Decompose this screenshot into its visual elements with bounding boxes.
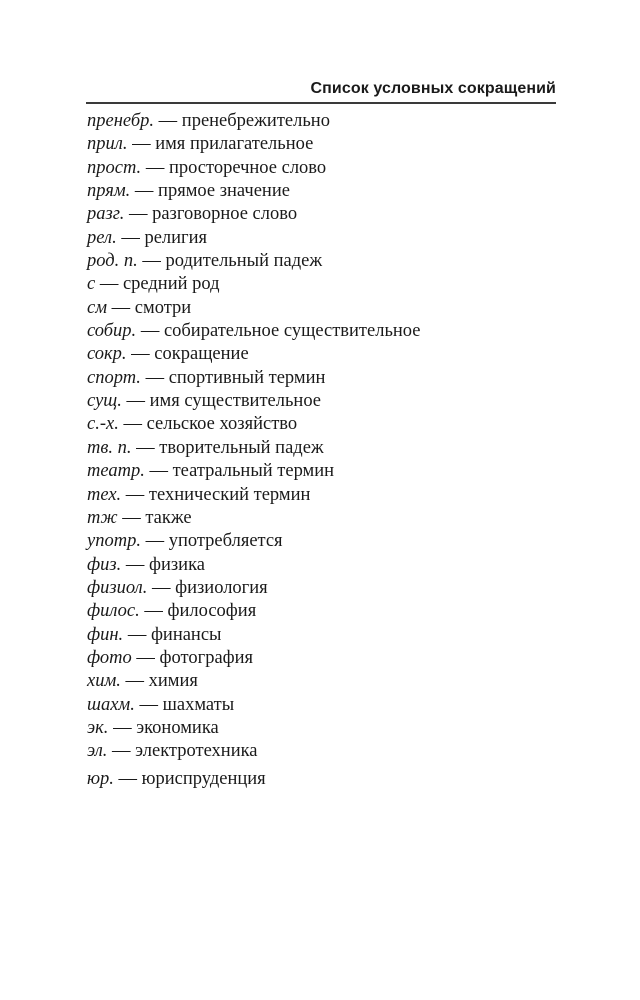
- dash-separator: —: [134, 694, 163, 715]
- abbreviation-term: собир.: [87, 321, 137, 342]
- abbreviation-meaning: разговорное слово: [152, 204, 298, 225]
- abbreviation-meaning: философия: [167, 601, 257, 622]
- abbreviation-term: театр.: [87, 461, 145, 482]
- abbreviation-term: с: [87, 274, 96, 295]
- abbreviation-entry: [87, 507, 421, 530]
- abbreviation-entry: [87, 554, 421, 577]
- abbreviation-meaning: употребляется: [168, 531, 283, 552]
- abbreviation-entry: [87, 390, 421, 413]
- abbreviation-meaning: сокращение: [154, 344, 249, 365]
- dash-separator: —: [107, 741, 136, 762]
- abbreviation-meaning: спортивный термин: [168, 367, 326, 388]
- abbreviation-entry: [87, 180, 421, 203]
- dash-separator: —: [117, 507, 146, 528]
- abbreviation-term: прил.: [87, 134, 128, 155]
- abbreviation-term: сокр.: [87, 344, 127, 365]
- abbreviation-term: шахм.: [87, 694, 135, 715]
- abbreviation-meaning: религия: [144, 227, 208, 248]
- abbreviation-entry: [87, 717, 421, 740]
- abbreviation-entry: [87, 413, 421, 436]
- abbreviation-term: хим.: [87, 671, 121, 692]
- abbreviation-term: см: [87, 297, 108, 318]
- abbreviation-term: фин.: [87, 624, 124, 645]
- abbreviation-entry: [87, 694, 421, 717]
- abbreviation-entry: [87, 203, 421, 226]
- abbreviation-meaning: также: [145, 507, 192, 528]
- abbreviation-term: юр.: [87, 768, 114, 789]
- dash-separator: —: [116, 227, 145, 248]
- abbreviation-entry: [87, 343, 421, 366]
- abbreviation-meaning: театральный термин: [172, 461, 335, 482]
- abbreviation-term: тех.: [87, 484, 122, 505]
- abbreviation-entry: [87, 768, 421, 791]
- abbreviation-term: пренебр.: [87, 111, 155, 131]
- dash-separator: —: [131, 437, 160, 458]
- dash-separator: —: [95, 274, 123, 295]
- abbreviation-term: физиол.: [87, 577, 148, 598]
- dash-separator: —: [123, 624, 151, 645]
- abbreviation-list: [87, 110, 421, 791]
- dash-separator: —: [127, 134, 156, 155]
- abbreviation-meaning: сельское хозяйство: [146, 414, 298, 435]
- abbreviation-entry: [87, 297, 421, 320]
- abbreviation-meaning: творительный падеж: [159, 437, 324, 458]
- abbreviation-meaning: средний род: [122, 274, 220, 295]
- dash-separator: —: [113, 768, 142, 789]
- dash-separator: —: [120, 671, 149, 692]
- abbreviation-term: тж: [87, 507, 118, 528]
- abbreviation-meaning: прямое значение: [158, 181, 290, 202]
- abbreviation-entry: [87, 670, 421, 693]
- dash-separator: —: [107, 297, 135, 318]
- dash-separator: —: [121, 484, 149, 505]
- abbreviation-term: прост.: [87, 157, 142, 178]
- abbreviation-entry: [87, 460, 421, 483]
- abbreviation-term: филос.: [87, 601, 140, 622]
- dash-separator: —: [108, 717, 137, 738]
- abbreviation-entry: [87, 740, 421, 763]
- abbreviation-term: эл.: [87, 741, 108, 762]
- dash-separator: —: [139, 601, 168, 622]
- abbreviation-entry: [87, 367, 421, 390]
- abbreviation-meaning: экономика: [136, 717, 219, 738]
- abbreviation-meaning: технический термин: [148, 484, 311, 505]
- dash-separator: —: [141, 157, 169, 178]
- abbreviation-meaning: химия: [148, 671, 198, 692]
- dash-separator: —: [118, 414, 147, 435]
- abbreviation-meaning: физиология: [175, 577, 268, 598]
- abbreviation-entry: [87, 647, 421, 670]
- abbreviation-entry: [87, 484, 421, 507]
- abbreviation-term: разг.: [87, 204, 125, 225]
- abbreviation-entry: [87, 437, 421, 460]
- dash-separator: —: [130, 181, 159, 202]
- abbreviation-term: прям.: [87, 181, 131, 202]
- dash-separator: —: [140, 367, 169, 388]
- abbreviation-term: употр.: [87, 531, 141, 552]
- abbreviation-meaning: имя существительное: [149, 391, 322, 412]
- abbreviation-term: с.-х.: [87, 414, 119, 435]
- abbreviation-meaning: просторечное слово: [168, 157, 327, 178]
- abbreviation-meaning: родительный падеж: [165, 251, 323, 272]
- abbreviation-meaning: юриспруденция: [141, 768, 266, 789]
- dash-separator: —: [126, 344, 155, 365]
- abbreviation-entry: [87, 273, 421, 296]
- abbreviation-entry: [87, 250, 421, 273]
- abbreviation-term: рел.: [87, 227, 117, 248]
- dash-separator: —: [147, 577, 176, 598]
- dash-separator: —: [121, 391, 150, 412]
- abbreviation-meaning: фотография: [159, 647, 254, 668]
- abbreviation-entry: [87, 157, 421, 180]
- abbreviation-entry: [87, 227, 421, 250]
- dash-separator: —: [137, 251, 166, 272]
- abbreviation-meaning: смотри: [134, 297, 192, 318]
- abbreviation-meaning: имя прилагательное: [155, 134, 314, 155]
- dash-separator: —: [154, 111, 182, 131]
- running-header-title: Список условных сокращений: [310, 80, 556, 97]
- header-rule: [86, 102, 556, 104]
- abbreviation-term: род. п.: [87, 251, 138, 272]
- dash-separator: —: [140, 531, 169, 552]
- abbreviation-meaning: физика: [148, 554, 205, 575]
- abbreviation-term: фото: [87, 647, 132, 668]
- dash-separator: —: [121, 554, 149, 575]
- abbreviation-term: спорт.: [87, 367, 141, 388]
- abbreviation-meaning: собирательное существительное: [163, 321, 421, 342]
- dash-separator: —: [144, 461, 173, 482]
- dash-separator: —: [136, 321, 164, 342]
- abbreviation-meaning: пренебрежительно: [181, 111, 330, 131]
- abbreviation-entry: [87, 320, 421, 343]
- abbreviation-term: эк.: [87, 717, 109, 738]
- abbreviation-entry: [87, 577, 421, 600]
- abbreviation-meaning: шахматы: [162, 694, 235, 715]
- abbreviation-entry: [87, 133, 421, 156]
- abbreviation-entry: [87, 624, 421, 647]
- abbreviation-entry: [87, 600, 421, 623]
- abbreviation-meaning: финансы: [150, 624, 222, 645]
- dash-separator: —: [131, 647, 160, 668]
- abbreviation-term: сущ.: [87, 391, 122, 412]
- abbreviation-term: физ.: [87, 554, 122, 575]
- dash-separator: —: [124, 204, 153, 225]
- abbreviation-entry: [87, 110, 421, 133]
- abbreviation-entry: [87, 530, 421, 553]
- abbreviation-term: тв. п.: [87, 437, 132, 458]
- abbreviation-meaning: электротехника: [135, 741, 258, 762]
